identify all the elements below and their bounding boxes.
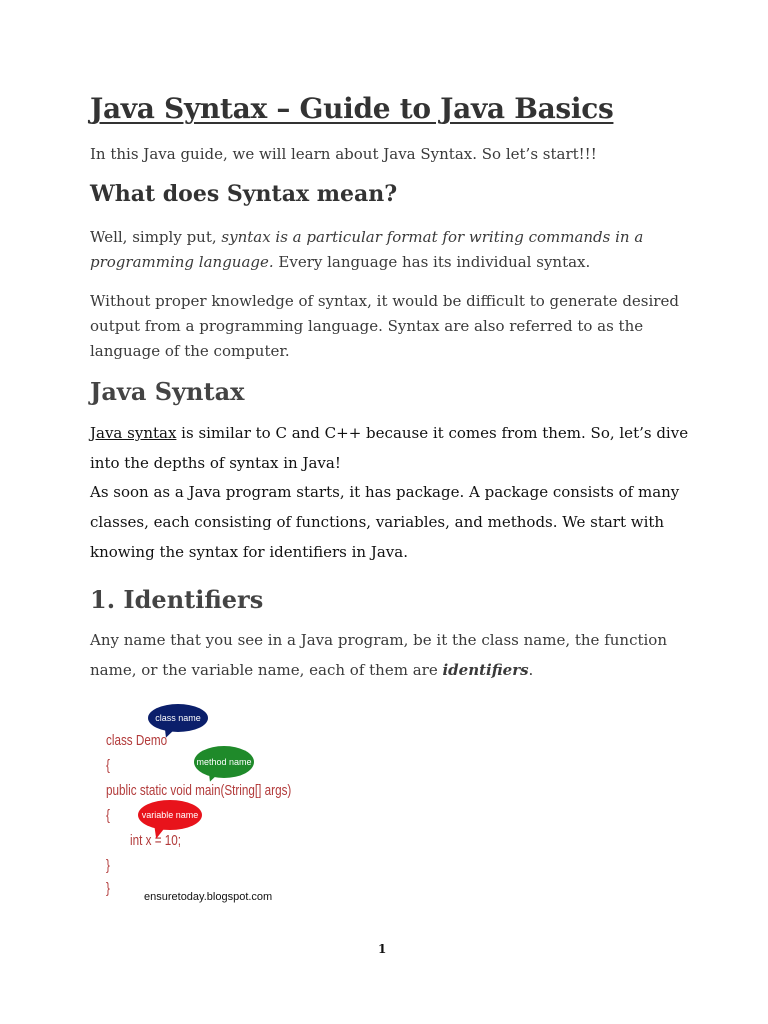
syntax-definition-paragraph bbox=[90, 225, 680, 275]
identifiers-example-image bbox=[96, 700, 292, 908]
page-number: 1 bbox=[378, 942, 387, 956]
code-line-declaration: int x = 10; bbox=[130, 832, 182, 849]
code-line-main: public static void main(String[] args) bbox=[106, 782, 292, 799]
code-line-brace-open-inner: { bbox=[106, 807, 110, 824]
definition-emphasis: syntax is a particular format for writing commands in a programming language. bbox=[90, 228, 644, 271]
java-syntax-text: is similar to C and C++ because it comes from them. So, let’s dive into the depths of syntax in Java! bbox=[90, 424, 689, 472]
intro-paragraph: In this Java guide, we will learn about Java Syntax. So let’s start!!! bbox=[90, 145, 597, 163]
variable-name-callout: variable name bbox=[138, 800, 202, 830]
code-line-class: class Demo bbox=[106, 732, 168, 749]
class-name-callout: class name bbox=[148, 704, 208, 732]
identifiers-paragraph bbox=[90, 625, 690, 685]
identifiers-emphasis: identifiers bbox=[442, 661, 529, 679]
image-credit: ensuretoday.blogspot.com bbox=[144, 891, 273, 903]
code-line-brace-open: { bbox=[106, 757, 110, 774]
code-line-brace-close-inner: } bbox=[106, 857, 110, 874]
section-heading-syntax-meaning: What does Syntax mean? bbox=[90, 181, 398, 207]
definition-tail: Every language has its individual syntax. bbox=[273, 253, 591, 271]
definition-lead: Well, simply put, bbox=[90, 228, 222, 246]
section-heading-identifiers: 1. Identifiers bbox=[90, 585, 264, 614]
identifiers-tail: . bbox=[528, 661, 534, 679]
code-line-brace-close: } bbox=[106, 880, 110, 897]
syntax-importance-paragraph: Without proper knowledge of syntax, it would be difficult to generate desired output from a programming language. Syntax are also referred to as the language of the computer. bbox=[90, 292, 679, 360]
section-heading-java-syntax: Java Syntax bbox=[90, 377, 245, 406]
package-paragraph: As soon as a Java program starts, it has package. A package consists of many classes, each consisting of functions, variables, and methods. We start with knowing the syntax for identifiers in Java. bbox=[90, 483, 680, 561]
identifiers-lead: Any name that you see in a Java program, be it the class name, the function name, or the variable name, each of them are bbox=[90, 631, 667, 679]
method-name-callout: method name bbox=[194, 746, 254, 778]
page-title: Java Syntax – Guide to Java Basics bbox=[90, 92, 614, 125]
java-syntax-link[interactable]: Java syntax bbox=[90, 424, 177, 442]
java-syntax-paragraph bbox=[90, 418, 690, 478]
